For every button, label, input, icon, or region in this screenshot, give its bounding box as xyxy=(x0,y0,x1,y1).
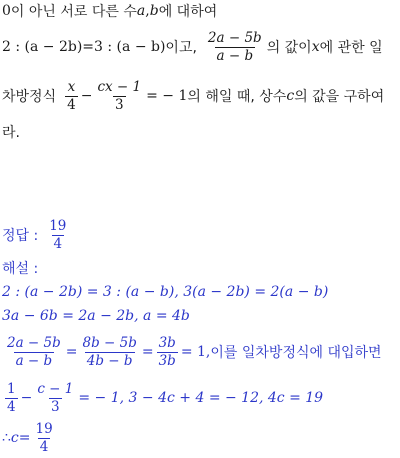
fraction-cx-minus-1 xyxy=(95,79,143,114)
problem-text: 의 값을 구하여 xyxy=(294,89,385,105)
answer-fraction xyxy=(47,218,68,253)
var-c: c xyxy=(10,430,19,446)
solution-step-2 xyxy=(2,306,190,326)
fraction-x-over-4 xyxy=(65,79,78,114)
problem-text: 이고, xyxy=(165,40,197,56)
fraction-numerator: 1 xyxy=(7,380,16,397)
equals: = xyxy=(18,430,31,446)
fraction-denominator: 4b − b xyxy=(86,352,133,369)
answer-label: 정답 : xyxy=(2,228,39,244)
ratio-left: 2 : (a − 2b) xyxy=(2,39,83,55)
problem-text: 에 관한 일 xyxy=(319,40,383,56)
solution-label: 해설 : xyxy=(2,261,39,277)
fraction-numerator: 8b − 5b xyxy=(82,334,137,351)
fraction-denominator: 3 xyxy=(51,398,60,415)
solution-expression: 3a − 6b = 2a − 2b, a = 4b xyxy=(2,308,190,324)
problem-line-4 xyxy=(2,122,20,142)
solution-text: 이를 일차방정식에 대입하면 xyxy=(210,345,382,361)
problem-text: 의 해일 때, 상수 xyxy=(187,89,287,105)
fraction-1-over-4 xyxy=(5,381,18,416)
solution-step-3 xyxy=(2,331,382,373)
problem-text: 라. xyxy=(2,125,20,141)
fraction-numerator: 19 xyxy=(49,217,67,234)
problem-line-1 xyxy=(2,1,217,21)
var-b: b xyxy=(149,3,159,19)
fraction-expression xyxy=(206,30,264,65)
fraction-denominator: 4 xyxy=(53,235,63,252)
rhs: = − 1 xyxy=(146,88,188,104)
var-x: x xyxy=(311,39,320,55)
problem-line-2 xyxy=(2,26,383,68)
problem-text: 차방정식 xyxy=(2,89,57,105)
problem-text: 의 값이 xyxy=(266,40,312,56)
fraction-numerator: 19 xyxy=(35,420,53,437)
fraction-denominator: 4 xyxy=(7,398,16,415)
solution-step-1 xyxy=(2,282,328,302)
fraction-denominator: a − b xyxy=(15,352,53,369)
var-c: c xyxy=(286,88,295,104)
equals: = xyxy=(65,344,78,360)
comma: , xyxy=(145,3,150,19)
fraction-numerator: 2a − 5b xyxy=(207,29,262,46)
fraction-denominator: a − b xyxy=(216,47,254,64)
solution-step-4 xyxy=(2,376,323,420)
therefore-symbol: ∴ xyxy=(2,430,11,446)
fraction-numerator: 3b xyxy=(158,334,176,351)
final-fraction xyxy=(34,421,55,456)
fraction-2a-5b xyxy=(5,335,63,370)
solution-expression: 2 : (a − 2b) = 3 : (a − b), 3(a − 2b) = 2(a − b) xyxy=(2,284,329,300)
fraction-c-minus-1 xyxy=(35,381,75,416)
minus: − xyxy=(20,390,33,406)
solution-tail: = 1, xyxy=(180,344,211,360)
solution-label-line xyxy=(2,259,38,277)
equals: = xyxy=(141,344,154,360)
fraction-3b xyxy=(157,335,178,370)
problem-line-3 xyxy=(2,74,384,118)
fraction-denominator: 4 xyxy=(67,96,76,113)
fraction-denominator: 4 xyxy=(39,438,49,455)
var-a: a xyxy=(136,3,146,19)
zero-value: 0 xyxy=(2,3,11,19)
ratio-right: 3 : (a − b) xyxy=(94,39,166,55)
minus: − xyxy=(80,88,93,104)
fraction-denominator: 3b xyxy=(158,352,176,369)
equals: = xyxy=(82,39,95,55)
fraction-numerator: 2a − 5b xyxy=(7,334,61,351)
problem-text: 이 아닌 서로 다른 수 xyxy=(10,4,137,20)
fraction-numerator: c − 1 xyxy=(37,380,74,397)
solution-tail: = − 1, 3 − 4c + 4 = − 12, 4c = 19 xyxy=(78,390,324,406)
fraction-denominator: 3 xyxy=(114,96,124,113)
fraction-numerator: cx − 1 xyxy=(97,78,142,95)
solution-conclusion xyxy=(2,418,58,458)
fraction-8b-5b xyxy=(81,335,139,370)
problem-text: 에 대하여 xyxy=(158,4,218,20)
answer-line xyxy=(2,214,71,256)
fraction-numerator: x xyxy=(67,78,76,95)
